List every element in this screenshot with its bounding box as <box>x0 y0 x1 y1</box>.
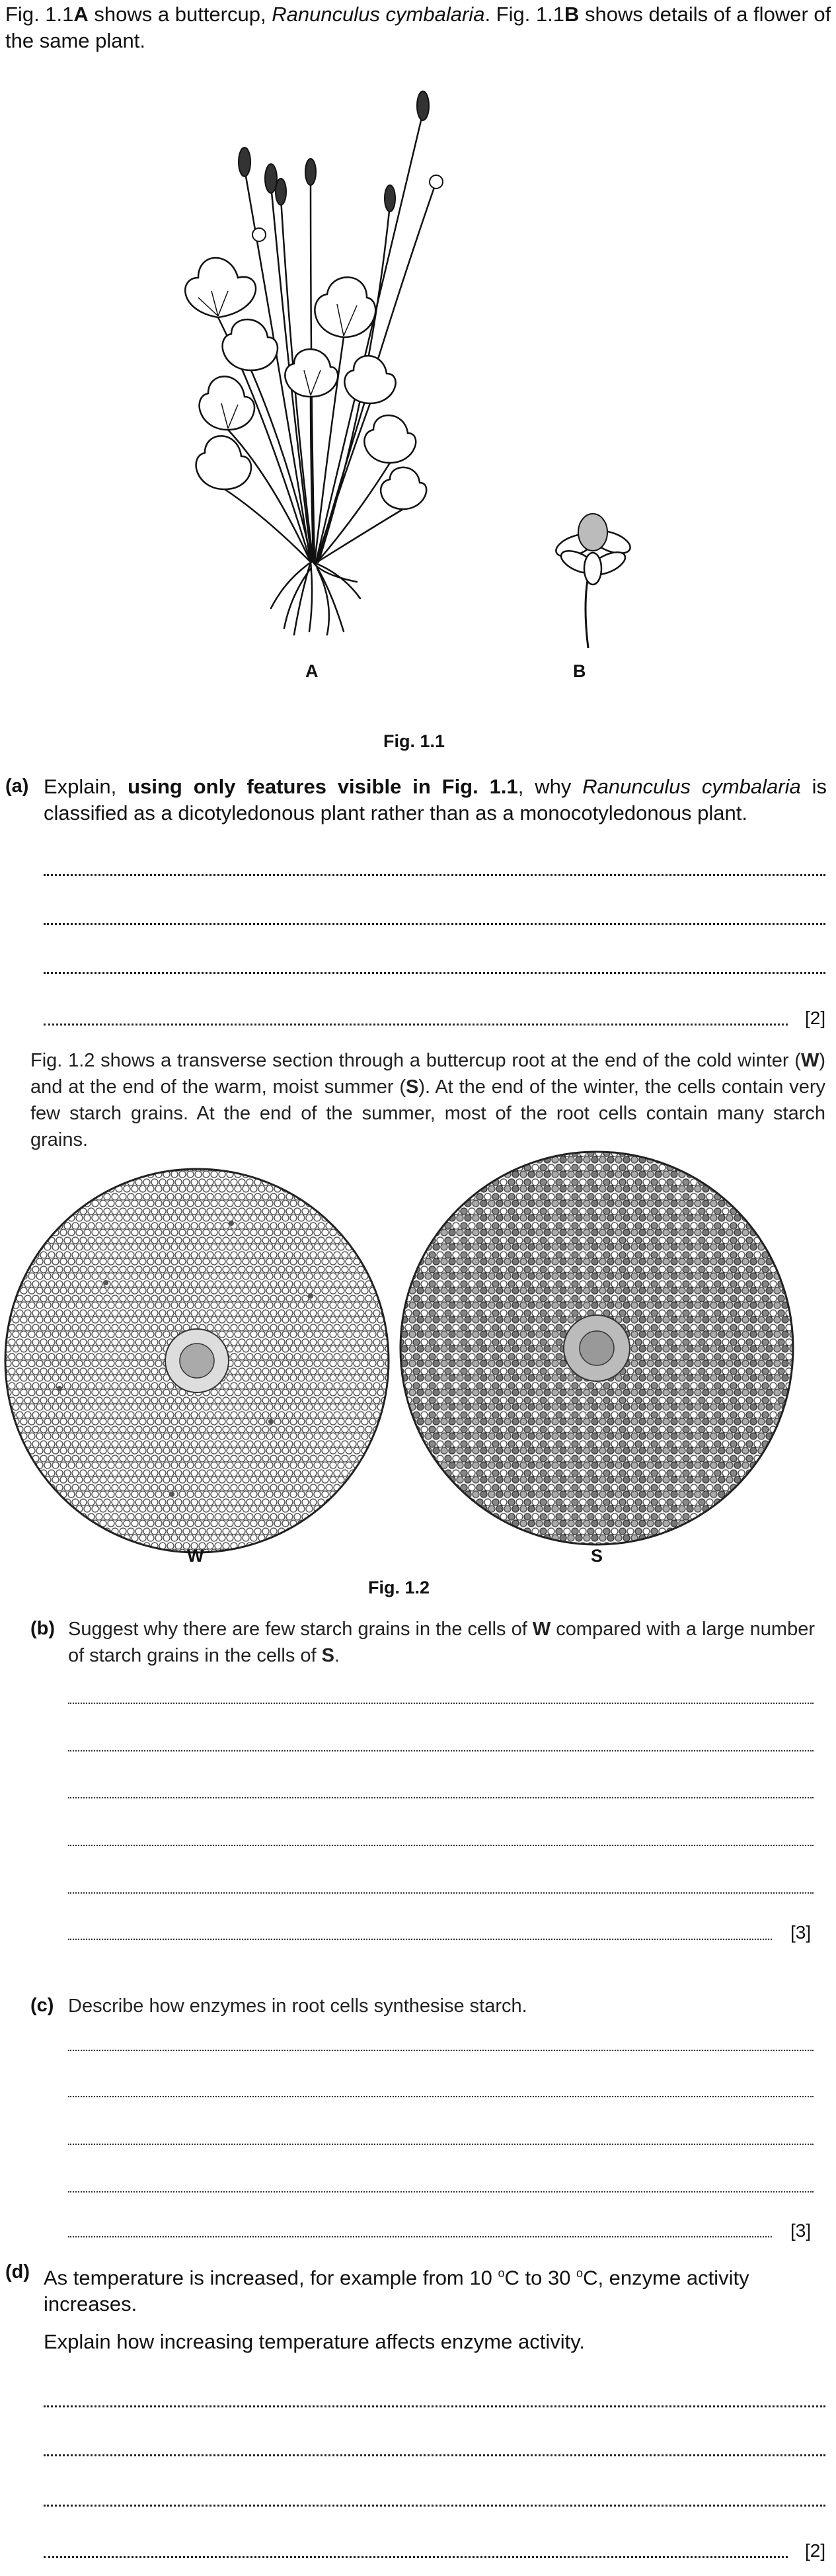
fig2-intro-text-2: ) and at the end of the warm, moist summer ( <box>30 1050 825 1098</box>
answer-line-b2[interactable] <box>68 1750 814 1751</box>
answer-line-b5[interactable] <box>68 1892 814 1894</box>
question-b-label: (b) <box>30 1618 56 1639</box>
fig1-label-b: B <box>573 661 586 681</box>
question-a-text-1: Explain, <box>44 775 128 798</box>
question-a-species: Ranunculus cymbalaria <box>582 775 801 798</box>
answer-line-b6[interactable] <box>68 1939 772 1940</box>
fig2-caption: Fig. 1.2 <box>368 1578 430 1597</box>
question-b-text-1: Suggest why there are few starch grains in the cells of <box>68 1619 533 1640</box>
question-d-degree-2: o <box>576 2267 584 2280</box>
fig2-label-w: W <box>187 1546 204 1566</box>
answer-line-d1[interactable] <box>44 2405 825 2407</box>
fig2-intro-s: S <box>406 1076 419 1098</box>
fig2-intro-text-3: ). At the end of the winter, the cells contain very few starch grains. At the end of the summer, most of the root cells contain many starch grains. <box>30 1076 825 1150</box>
question-a-text-3: is classified as a dicotyledonous plant rather than as a monocotyledonous plant. <box>44 775 827 825</box>
question-b-text-2: compared with a large number of starch grains in the cells of <box>68 1619 815 1666</box>
answer-line-c3[interactable] <box>68 2144 814 2145</box>
question-d-degree-1: o <box>498 2267 505 2280</box>
answer-line-b1[interactable] <box>68 1703 814 1704</box>
fig2-intro-w: W <box>800 1050 819 1071</box>
answer-line-d3[interactable] <box>44 2505 825 2507</box>
question-a-emphasis: using only features visible in Fig. 1.1 <box>128 775 518 798</box>
answer-line-c2[interactable] <box>68 2096 814 2097</box>
answer-line-c5[interactable] <box>68 2236 772 2237</box>
answer-line-c4[interactable] <box>68 2191 814 2193</box>
intro-text-2: . Fig. 1.1 <box>484 3 565 26</box>
question-d-text-1: As temperature is increased, for example from 10 <box>44 2266 498 2290</box>
intro-species: Ranunculus cymbalaria <box>272 3 485 26</box>
question-b-marks: [3] <box>790 1922 812 1943</box>
question-a-text-2: , why <box>517 775 583 798</box>
question-d-text <box>44 2260 827 2317</box>
intro-text-3: shows details of a flower of the same plant. <box>5 3 831 52</box>
question-d-marks: [2] <box>805 2540 826 2561</box>
fig1-caption: Fig. 1.1 <box>383 731 445 751</box>
intro-text-1: shows a buttercup, <box>88 3 272 26</box>
question-d-instruction: Explain how increasing temperature affects enzyme activity. <box>44 2330 586 2353</box>
answer-line-d2[interactable] <box>44 2454 825 2456</box>
question-b-w: W <box>532 1619 551 1640</box>
intro-label-a: A <box>73 3 89 26</box>
question-b-text <box>68 1616 815 1669</box>
question-d-text-2: C to 30 <box>504 2266 577 2290</box>
answer-line-c1[interactable] <box>68 2050 814 2051</box>
fig1-label-a: A <box>305 661 319 681</box>
question-c-text: Describe how enzymes in root cells synthesise starch. <box>68 1995 527 2017</box>
question-a-marks: [2] <box>805 1008 826 1028</box>
answer-line-b3[interactable] <box>68 1797 814 1798</box>
question-d-text-3: C, enzyme activity increases. <box>44 2266 749 2316</box>
question-a-label: (a) <box>5 776 29 797</box>
fig2-intro-text-1: Fig. 1.2 shows a transverse section through a buttercup root at the end of the cold winter ( <box>30 1050 801 1071</box>
question-c-marks: [3] <box>790 2220 812 2241</box>
question-c-label: (c) <box>30 1995 54 2016</box>
fig2-label-s: S <box>591 1546 603 1566</box>
answer-line-d4[interactable] <box>44 2556 788 2558</box>
question-d-label: (d) <box>5 2261 30 2282</box>
intro-fig-ref: Fig. 1.1 <box>5 3 74 26</box>
answer-line-b4[interactable] <box>68 1845 814 1846</box>
question-b-s: S <box>321 1645 334 1666</box>
question-b-text-3: . <box>334 1645 340 1666</box>
intro-label-b: B <box>564 3 580 26</box>
